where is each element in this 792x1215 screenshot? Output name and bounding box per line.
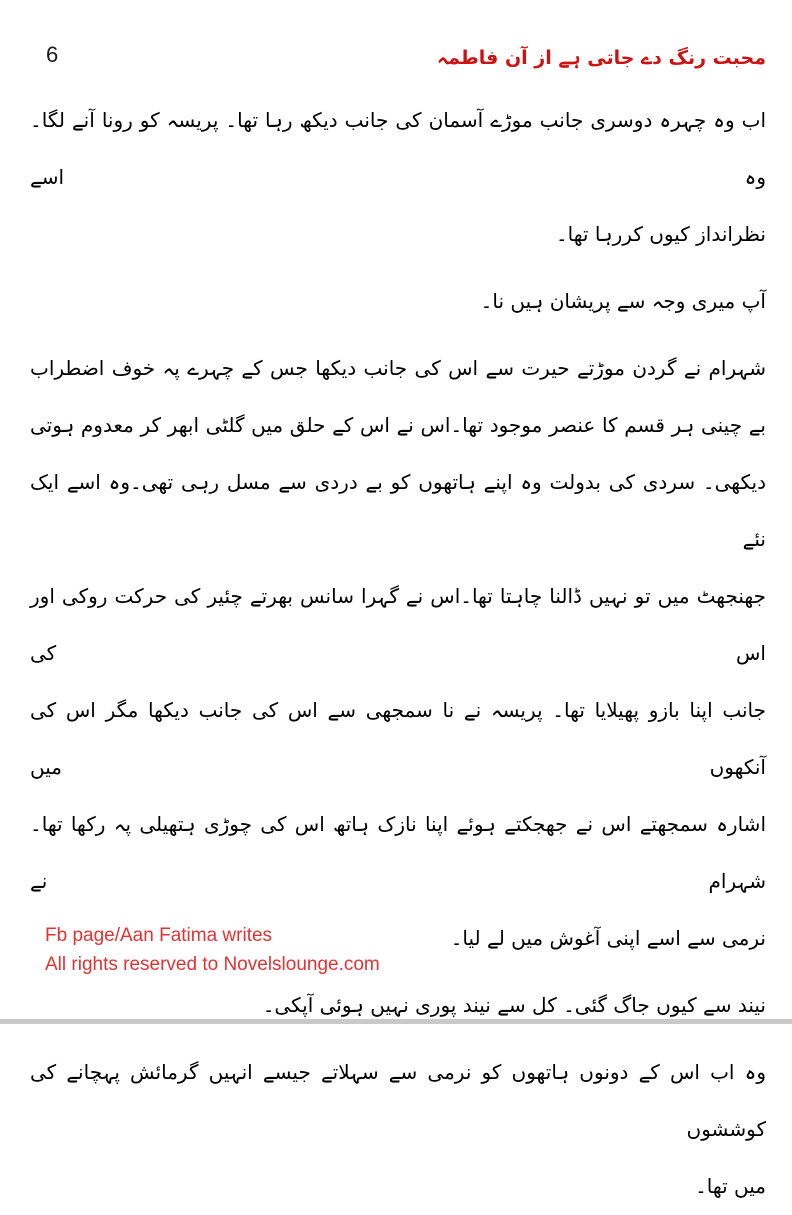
page-number: 6 bbox=[46, 42, 59, 67]
paragraph bbox=[30, 977, 766, 1034]
page-bottom-edge bbox=[0, 1019, 792, 1024]
text-line: آپ میری وجہ سے پریشان ہیں نا۔ bbox=[480, 289, 766, 313]
text-line: جانب اپنا بازو پھیلایا تھا۔ پریسہ نے نا سمجھی سے اس کی جانب دیکھا مگر اس کی آنکھوں میں bbox=[30, 698, 766, 779]
page-footer bbox=[45, 921, 380, 979]
paragraph bbox=[30, 273, 766, 330]
paragraph bbox=[30, 340, 766, 967]
text-line: اب وہ چہرہ دوسری جانب موڑے آسمان کی جانب دیکھ رہا تھا۔ پریسہ کو رونا آنے لگا۔ وہ اسے bbox=[30, 108, 766, 189]
paragraph bbox=[30, 92, 766, 263]
text-line: شہرام نے گردن موڑتے حیرت سے اس کی جانب دیکھا جس کے چہرے پہ خوف اضطراب bbox=[30, 356, 766, 380]
page-title: محبت رنگ دے جاتی ہے از آن فاطمہ bbox=[436, 47, 766, 69]
paragraph bbox=[30, 1044, 766, 1215]
footer-credit-line: Fb page/Aan Fatima writes bbox=[45, 925, 273, 946]
text-line: اشارہ سمجھتے اس نے جھجکتے ہوئے اپنا نازک ہاتھ اس کی چوڑی ہتھیلی پہ رکھا تھا۔ شہرام نے bbox=[30, 812, 766, 893]
page-header bbox=[0, 0, 792, 74]
text-line: میں تھا۔ bbox=[695, 1174, 766, 1198]
text-line: نیند سے کیوں جاگ گئی۔ کل سے نیند پوری نہیں ہوئی آپکی۔ bbox=[262, 993, 766, 1017]
text-line: دیکھی۔ سردی کی بدولت وہ اپنے ہاتھوں کو بے دردی سے مسل رہی تھی۔وہ اسے ایک نئے bbox=[30, 470, 767, 551]
text-line: بے چینی ہر قسم کا عنصر موجود تھا۔اس نے اس کے حلق میں گلٹی ابھر کر معدوم ہوتی bbox=[30, 413, 766, 437]
body-text bbox=[0, 74, 792, 1215]
text-line: نرمی سے اسے اپنی آغوش میں لے لیا۔ bbox=[450, 926, 766, 950]
text-line: جھنجھٹ میں تو نہیں ڈالنا چاہتا تھا۔اس نے گہرا سانس بھرتے چئیر کی حرکت روکی اور اس کی bbox=[30, 584, 766, 665]
footer-rights-line: All rights reserved to Novelslounge.com bbox=[45, 954, 380, 975]
text-line: وہ اب اس کے دونوں ہاتھوں کو نرمی سے سہلاتے جیسے انہیں گرمائش پہچانے کی کوششوں bbox=[30, 1060, 766, 1141]
text-line: نظرانداز کیوں کررہا تھا۔ bbox=[555, 222, 766, 246]
